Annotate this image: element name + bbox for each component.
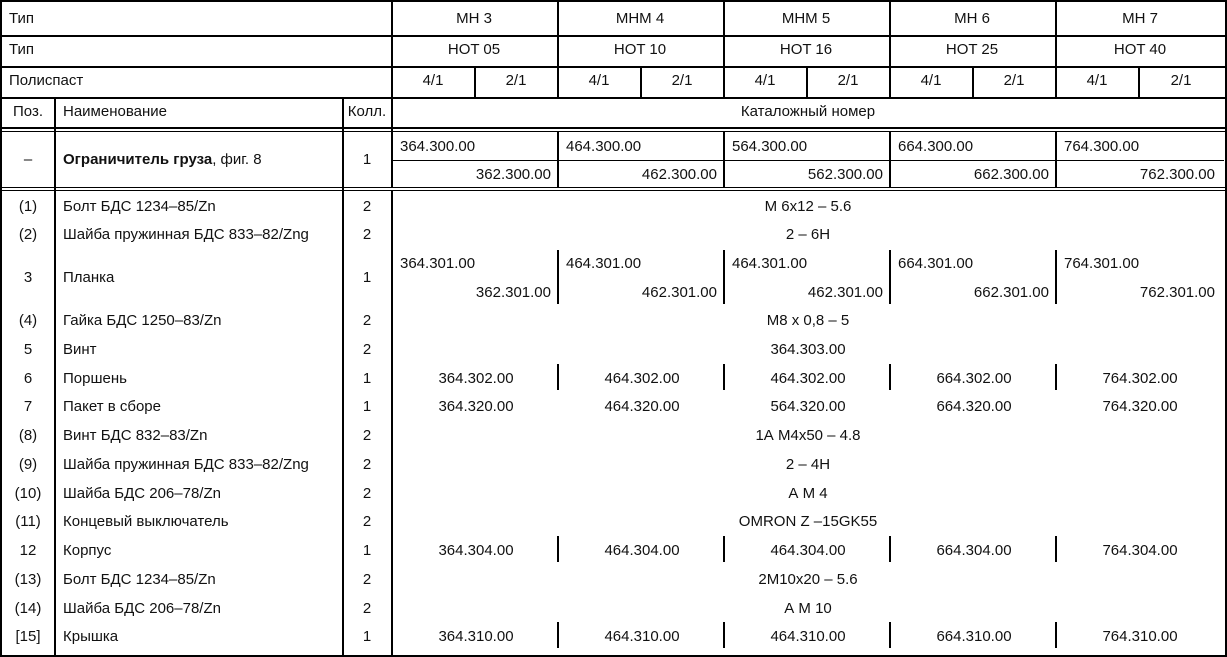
row-3-bottom-0: 362.301.00 — [475, 284, 551, 301]
row-15-cell-2: 464.310.00 — [770, 628, 846, 645]
polyspast-4-1: 4/1 — [422, 72, 444, 89]
row-6-cell-1: 464.302.00 — [604, 370, 680, 387]
row-3-top-3: 664.301.00 — [898, 255, 974, 272]
row-3-bottom-3: 662.301.00 — [973, 284, 1049, 301]
row-9-value: 2 – 4Н — [785, 456, 831, 473]
row-6-cell-2: 464.302.00 — [770, 370, 846, 387]
row-14-pos: (14) — [14, 600, 42, 617]
column-divider — [806, 66, 808, 97]
row-11-pos: (11) — [15, 513, 41, 530]
cell-separator — [1055, 536, 1057, 562]
limiter-top-3: 664.300.00 — [898, 138, 974, 155]
polyspast-2-1: 2/1 — [505, 72, 527, 89]
row-14-value: А М 10 — [784, 600, 832, 617]
cell-separator — [889, 622, 891, 648]
column-divider — [391, 190, 393, 657]
column-header-pos: Поз. — [13, 103, 43, 120]
limiter-qty: 1 — [362, 151, 372, 168]
row-7-pos: 7 — [23, 398, 33, 415]
column-divider — [342, 97, 344, 657]
row-divider — [0, 131, 1227, 132]
row-12-pos: 12 — [19, 542, 37, 559]
row-3-qty: 1 — [362, 269, 372, 286]
row-15-pos: [15] — [15, 628, 41, 645]
row-6-qty: 1 — [362, 370, 372, 387]
row-7-cell-4: 764.320.00 — [1102, 398, 1178, 415]
header-divider — [0, 66, 1227, 68]
row-11-qty: 2 — [362, 513, 372, 530]
row-15-cell-0: 364.310.00 — [438, 628, 514, 645]
row-9-name: Шайба пружинная БДС 833–82/Zng — [63, 456, 309, 473]
row-5-pos: 5 — [23, 341, 33, 358]
row-1-name: Болт БДС 1234–85/Zn — [63, 198, 216, 215]
row-7-cell-0: 364.320.00 — [438, 398, 514, 415]
polyspast-2-1: 2/1 — [837, 72, 859, 89]
row-10-qty: 2 — [362, 485, 372, 502]
row-12-cell-1: 464.304.00 — [604, 542, 680, 559]
row-7-name: Пакет в сборе — [63, 398, 161, 415]
row-3-name: Планка — [63, 269, 115, 286]
row-4-value: М8 х 0,8 – 5 — [766, 312, 850, 329]
row-2-qty: 2 — [362, 226, 372, 243]
row-divider — [0, 190, 1227, 191]
row-2-value: 2 – 6Н — [785, 226, 831, 243]
row-15-qty: 1 — [362, 628, 372, 645]
row-10-name: Шайба БДС 206–78/Zn — [63, 485, 221, 502]
row-3-bottom-2: 462.301.00 — [807, 284, 883, 301]
cell-separator — [723, 364, 725, 390]
row-6-name: Поршень — [63, 370, 127, 387]
bracket — [889, 250, 891, 304]
limiter-top-2: 564.300.00 — [732, 138, 808, 155]
row-12-name: Корпус — [63, 542, 112, 559]
hot-05: HOT 05 — [447, 41, 501, 58]
type-mh7: МН 7 — [1122, 10, 1158, 27]
header-divider — [0, 127, 1227, 129]
row-6-pos: 6 — [23, 370, 33, 387]
row-11-value: OMRON Z –15GK55 — [738, 513, 878, 530]
row-divider — [0, 187, 1227, 188]
column-divider — [391, 0, 393, 132]
cell-separator — [723, 536, 725, 562]
hot-10: HOT 10 — [613, 41, 667, 58]
row-2-pos: (2) — [18, 226, 38, 243]
row-5-name: Винт — [63, 341, 97, 358]
polyspast-4-1: 4/1 — [588, 72, 610, 89]
row-12-qty: 1 — [362, 542, 372, 559]
row-15-name: Крышка — [63, 628, 119, 645]
column-divider — [640, 66, 642, 97]
row-12-cell-2: 464.304.00 — [770, 542, 846, 559]
hot-25: HOT 25 — [945, 41, 999, 58]
row-14-qty: 2 — [362, 600, 372, 617]
polyspast-2-1: 2/1 — [1170, 72, 1192, 89]
limiter-name-bold: Ограничитель груза — [63, 151, 213, 168]
limiter-top-1: 464.300.00 — [566, 138, 642, 155]
column-divider — [474, 66, 476, 97]
column-header-name: Наименование — [63, 103, 167, 120]
limiter-name — [63, 152, 262, 167]
polyspast-2-1: 2/1 — [1003, 72, 1025, 89]
row-7-cell-2: 564.320.00 — [770, 398, 846, 415]
bracket — [1055, 250, 1057, 304]
cell-separator — [557, 536, 559, 562]
header-label-type2: Тип — [9, 41, 35, 58]
row-7-cell-3: 664.320.00 — [936, 398, 1012, 415]
cell-separator — [1055, 622, 1057, 648]
row-11-name: Концевый выключатель — [63, 513, 229, 530]
row-12-cell-3: 664.304.00 — [936, 542, 1012, 559]
row-1-value: М 6х12 – 5.6 — [764, 198, 852, 215]
row-4-qty: 2 — [362, 312, 372, 329]
row-3-bottom-4: 762.301.00 — [1139, 284, 1215, 301]
row-9-qty: 2 — [362, 456, 372, 473]
column-divider — [889, 0, 891, 97]
row-3-top-1: 464.301.00 — [566, 255, 642, 272]
type-mh3: МН 3 — [456, 10, 492, 27]
row-8-name: Винт БДС 832–83/Zn — [63, 427, 208, 444]
row-15-cell-1: 464.310.00 — [604, 628, 680, 645]
row-12-cell-0: 364.304.00 — [438, 542, 514, 559]
type-mhm5: МНМ 5 — [781, 10, 831, 27]
limiter-bottom-4: 762.300.00 — [1139, 166, 1215, 183]
header-divider — [0, 35, 1227, 37]
polyspast-4-1: 4/1 — [920, 72, 942, 89]
row-5-value: 364.303.00 — [770, 341, 846, 358]
column-header-catalog: Каталожный номер — [740, 103, 876, 120]
hot-40: HOT 40 — [1113, 41, 1167, 58]
row-8-qty: 2 — [362, 427, 372, 444]
row-7-qty: 1 — [362, 398, 372, 415]
cell-separator — [557, 364, 559, 390]
column-divider — [723, 0, 725, 97]
row-3-top-4: 764.301.00 — [1064, 255, 1140, 272]
limiter-bottom-0: 362.300.00 — [475, 166, 551, 183]
header-divider — [0, 97, 1227, 99]
limiter-bottom-3: 662.300.00 — [973, 166, 1049, 183]
row-4-pos: (4) — [18, 312, 38, 329]
row-12-cell-4: 764.304.00 — [1102, 542, 1178, 559]
hot-16: HOT 16 — [779, 41, 833, 58]
row-7-cell-1: 464.320.00 — [604, 398, 680, 415]
row-10-pos: (10) — [14, 485, 42, 502]
row-5-qty: 2 — [362, 341, 372, 358]
row-6-cell-0: 364.302.00 — [438, 370, 514, 387]
column-divider — [1055, 0, 1057, 97]
limiter-pos: – — [23, 151, 33, 168]
row-3-top-0: 364.301.00 — [400, 255, 476, 272]
limiter-name-rest: , фиг. 8 — [212, 151, 262, 168]
column-divider — [54, 97, 56, 657]
type-mh6: МН 6 — [954, 10, 990, 27]
polyspast-4-1: 4/1 — [754, 72, 776, 89]
polyspast-2-1: 2/1 — [671, 72, 693, 89]
row-1-pos: (1) — [18, 198, 38, 215]
column-divider — [1138, 66, 1140, 97]
row-13-pos: (13) — [14, 571, 42, 588]
row-3-top-2: 464.301.00 — [732, 255, 808, 272]
row-8-pos: (8) — [18, 427, 38, 444]
row-15-cell-3: 664.310.00 — [936, 628, 1012, 645]
column-header-qty: Колл. — [347, 103, 387, 120]
limiter-top-4: 764.300.00 — [1064, 138, 1140, 155]
column-divider — [557, 0, 559, 97]
row-6-cell-4: 764.302.00 — [1102, 370, 1178, 387]
column-divider — [972, 66, 974, 97]
cell-separator — [557, 622, 559, 648]
row-4-name: Гайка БДС 1250–83/Zn — [63, 312, 222, 329]
bracket — [557, 250, 559, 304]
row-8-value: 1А М4х50 – 4.8 — [755, 427, 861, 444]
row-13-value: 2М10х20 – 5.6 — [758, 571, 858, 588]
cell-separator — [1055, 364, 1057, 390]
cell-separator — [723, 622, 725, 648]
row-6-cell-3: 664.302.00 — [936, 370, 1012, 387]
row-15-cell-4: 764.310.00 — [1102, 628, 1178, 645]
bracket — [723, 250, 725, 304]
header-label-type: Тип — [9, 10, 35, 27]
cell-separator — [889, 536, 891, 562]
row-3-bottom-1: 462.301.00 — [641, 284, 717, 301]
cell-separator — [889, 364, 891, 390]
bracket — [391, 160, 1224, 161]
polyspast-4-1: 4/1 — [1086, 72, 1108, 89]
row-13-name: Болт БДС 1234–85/Zn — [63, 571, 216, 588]
limiter-bottom-1: 462.300.00 — [641, 166, 717, 183]
header-label-polyspast: Полиспаст — [9, 72, 84, 89]
type-mhm4: МНМ 4 — [615, 10, 665, 27]
row-9-pos: (9) — [18, 456, 38, 473]
row-1-qty: 2 — [362, 198, 372, 215]
row-13-qty: 2 — [362, 571, 372, 588]
limiter-bottom-2: 562.300.00 — [807, 166, 883, 183]
row-2-name: Шайба пружинная БДС 833–82/Zng — [63, 226, 309, 243]
row-10-value: А М 4 — [788, 485, 828, 502]
row-14-name: Шайба БДС 206–78/Zn — [63, 600, 221, 617]
row-3-pos: 3 — [23, 269, 33, 286]
limiter-top-0: 364.300.00 — [400, 138, 476, 155]
